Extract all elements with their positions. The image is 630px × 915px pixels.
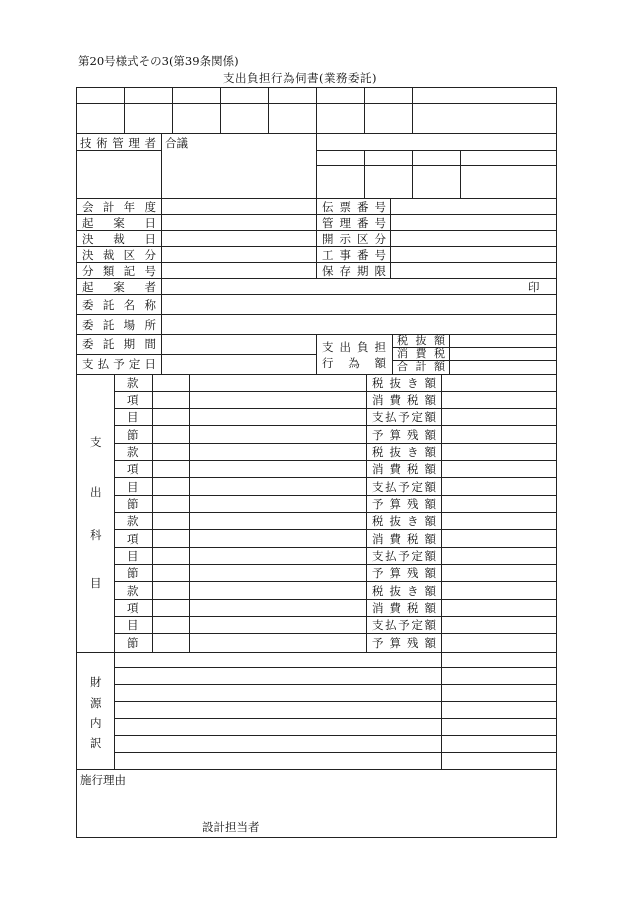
amount-row-label: 予算残額 xyxy=(372,636,436,650)
retention-period-label: 保存期限 xyxy=(322,264,386,278)
total-amount-label: 合計額 xyxy=(397,360,445,373)
amount-row-label: 予算残額 xyxy=(372,497,436,511)
construction-number-label: 工事番号 xyxy=(322,248,386,262)
expense-amount-label-2: 行為額 xyxy=(322,356,386,370)
expenditure-side-label-4: 目 xyxy=(90,576,102,590)
expenditure-side-label-2: 出 xyxy=(90,485,102,499)
decision-type-label: 決裁区分 xyxy=(82,248,156,262)
fiscal-year-label: 会計年度 xyxy=(82,200,156,214)
amount-row-label: 消費税額 xyxy=(372,393,436,407)
disclosure-type-label: 開示区分 xyxy=(322,232,386,246)
item-label: 項 xyxy=(127,393,139,407)
amount-row-label: 支払予定額 xyxy=(372,618,436,632)
item-label: 項 xyxy=(127,462,139,476)
item-label: 項 xyxy=(127,532,139,546)
designer-label: 設計担当者 xyxy=(202,820,260,834)
slip-number-label: 伝票番号 xyxy=(322,200,386,214)
item-label: 目 xyxy=(127,480,139,494)
amount-row-label: 税抜き額 xyxy=(372,514,436,528)
item-label: 節 xyxy=(127,497,139,511)
funding-side-label-4: 訳 xyxy=(90,736,102,750)
council-label: 合議 xyxy=(165,136,188,150)
amount-row-label: 予算残額 xyxy=(372,566,436,580)
item-label: 節 xyxy=(127,428,139,442)
item-label: 款 xyxy=(127,584,139,598)
contract-place-label: 委託場所 xyxy=(82,318,156,332)
contract-name-label: 委託名称 xyxy=(82,298,156,312)
amount-row-label: 支払予定額 xyxy=(372,549,436,563)
amount-row-label: 予算残額 xyxy=(372,428,436,442)
funding-side-label-3: 内 xyxy=(90,716,102,730)
contract-period-label: 委託期間 xyxy=(82,337,156,351)
funding-side-label-1: 財 xyxy=(90,675,102,689)
item-label: 目 xyxy=(127,410,139,424)
form-title: 支出負担行為伺書(業務委託) xyxy=(223,71,377,85)
item-label: 款 xyxy=(127,376,139,390)
seal-mark: 印 xyxy=(528,280,540,294)
pre-tax-amount-label: 税抜額 xyxy=(397,334,445,347)
item-label: 節 xyxy=(127,636,139,650)
item-label: 節 xyxy=(127,566,139,580)
amount-row-label: 支払予定額 xyxy=(372,410,436,424)
amount-row-label: 税抜き額 xyxy=(372,376,436,390)
item-label: 項 xyxy=(127,601,139,615)
expense-amount-label-1: 支出負担 xyxy=(322,340,386,354)
consumption-tax-label: 消費税 xyxy=(397,347,445,360)
expenditure-side-label-3: 科 xyxy=(90,528,102,542)
reason-label: 施行理由 xyxy=(80,773,126,787)
management-number-label: 管理番号 xyxy=(322,216,386,230)
drafter-label: 起案者 xyxy=(82,280,156,294)
form-number: 第20号様式その3(第39条関係) xyxy=(78,54,239,68)
item-label: 款 xyxy=(127,445,139,459)
amount-row-label: 税抜き額 xyxy=(372,584,436,598)
expenditure-side-label-1: 支 xyxy=(90,435,102,449)
item-label: 目 xyxy=(127,549,139,563)
item-label: 目 xyxy=(127,618,139,632)
draft-date-label: 起案日 xyxy=(82,216,156,230)
amount-row-label: 消費税額 xyxy=(372,462,436,476)
payment-date-label: 支払予定日 xyxy=(82,357,156,371)
decision-date-label: 決裁日 xyxy=(82,232,156,246)
funding-side-label-2: 源 xyxy=(90,696,102,710)
tech-manager-label: 技術管理者 xyxy=(80,136,156,150)
amount-row-label: 消費税額 xyxy=(372,532,436,546)
amount-row-label: 税抜き額 xyxy=(372,445,436,459)
amount-row-label: 支払予定額 xyxy=(372,480,436,494)
classification-code-label: 分類記号 xyxy=(82,264,156,278)
item-label: 款 xyxy=(127,514,139,528)
amount-row-label: 消費税額 xyxy=(372,601,436,615)
